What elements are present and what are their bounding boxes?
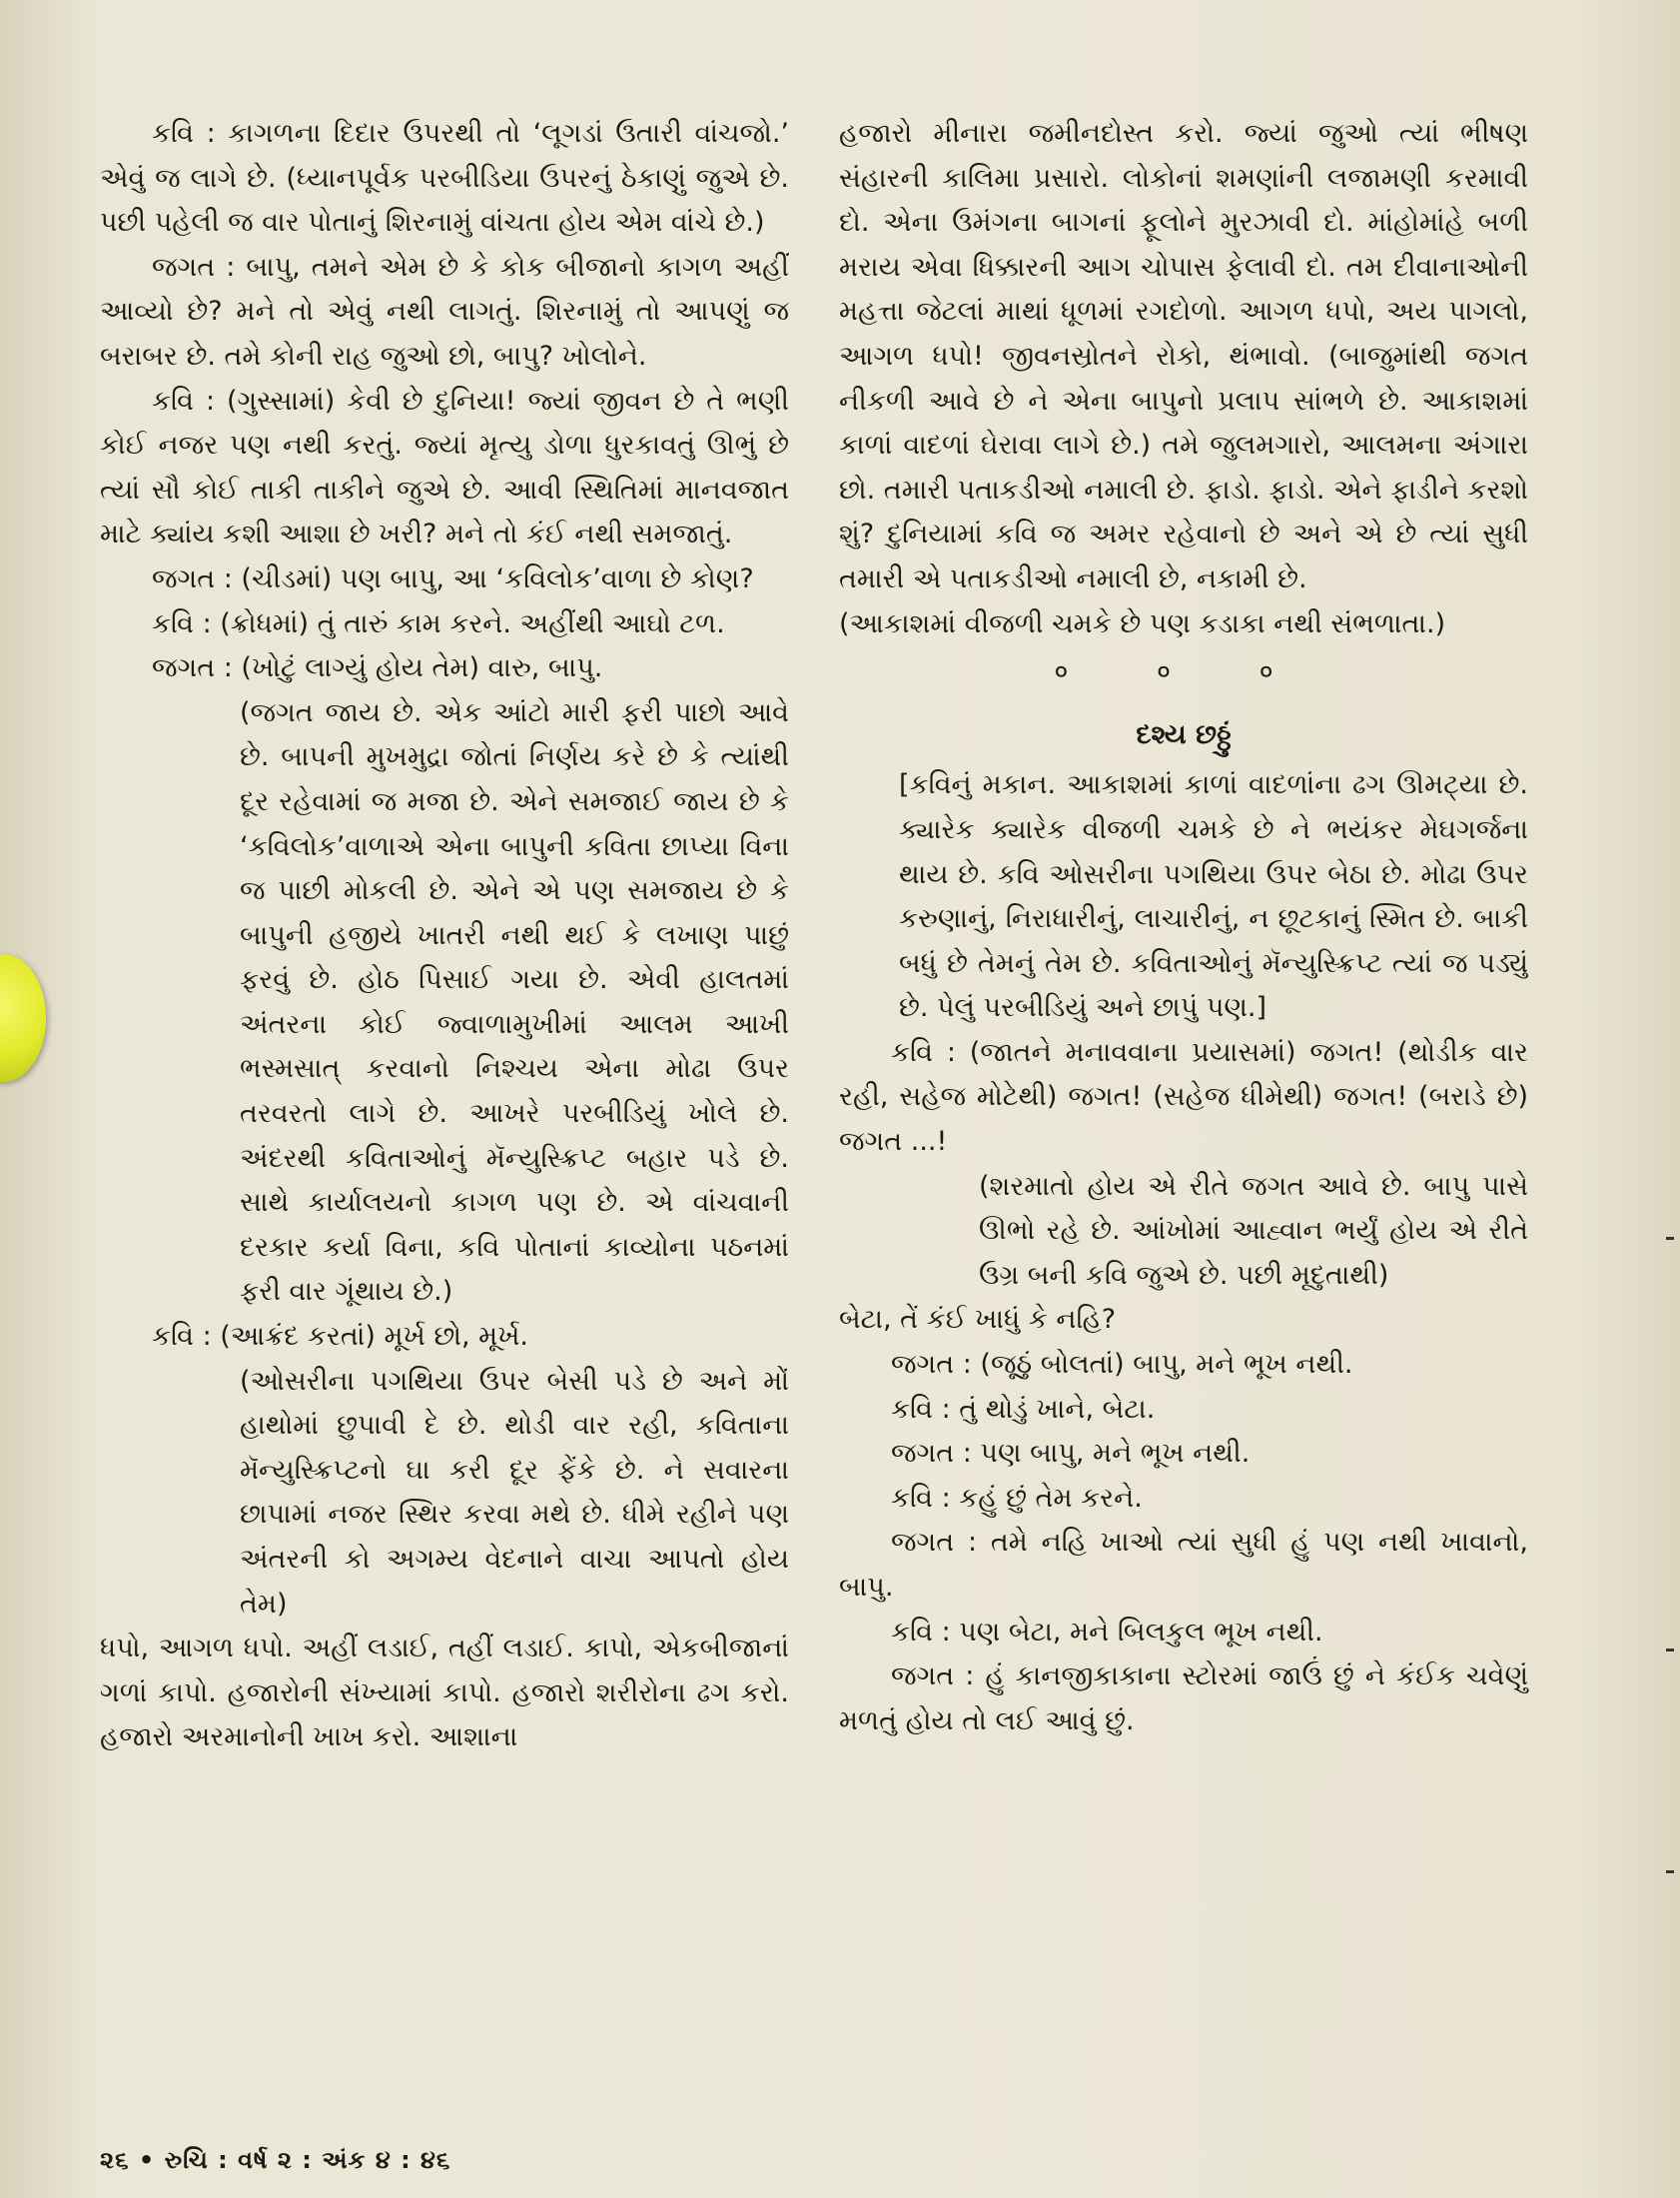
edge-mark	[1666, 1870, 1674, 1873]
right-column	[839, 112, 1528, 1743]
paragraph: કવિ : (જાતને મનાવવાના પ્રયાસમાં) જગત! (થોડીક વાર રહી, સહેજ મોટેથી) જગત! (સહેજ ધીમેથી) જગત! (બરાડે છે) જગત ...!	[839, 1036, 1528, 1158]
paragraph: જગત : બાપુ, તમને એમ છે કે કોક બીજાનો કાગળ અહીં આવ્યો છે? મને તો એવું નથી લાગતું. શિરનામું તો આપણું જ બરાબર છે. તમે કોની રાહ જુઓ છો, બાપુ? ખોલોને.	[100, 251, 789, 372]
paper-clip	[0, 954, 46, 1082]
section-ornament: ० ० ०	[1054, 656, 1313, 688]
page-footer: ૨૬ • રુચિ : વર્ષ ૨ : અંક ૪ : ૪૬	[100, 2146, 451, 2174]
paragraph: કવિ : (ક્રોધમાં) તું તારું કામ કરને. અહીંથી આઘો ટળ.	[152, 607, 725, 639]
paragraph: જગત : પણ બાપુ, મને ભૂખ નથી.	[891, 1438, 1251, 1470]
stage-direction: (આકાશમાં વીજળી ચમકે છે પણ કડાકા નથી સંભળાતા.)	[839, 607, 1446, 639]
paragraph: કવિ : (ગુસ્સામાં) કેવી છે દુનિયા! જ્યાં જીવન છે તે ભણી કોઈ નજર પણ નથી કરતું. જ્યાં મૃત્યુ ડોળા ધુરકાવતું ઊભું છે ત્યાં સૌ કોઈ તાકી તાકીને જુએ છે. આવી સ્થિતિમાં માનવજાત માટે ક્યાંય કશી આશા છે ખરી? મને તો કંઈ નથી સમજાતું.	[100, 385, 789, 550]
paragraph: ધપો, આગળ ધપો. અહીં લડાઈ, તહીં લડાઈ. કાપો, એકબીજાનાં ગળાં કાપો. હજારોની સંખ્યામાં કાપો. હજારો શરીરોના ઢગ કરો. હજારો અરમાનોની ખાખ કરો. આશાના	[100, 1633, 789, 1753]
scene-heading: દશ્ય છઠ્ઠું	[1136, 718, 1232, 750]
paragraph: બેટા, તેં કંઈ ખાધું કે નહિ?	[839, 1304, 1117, 1336]
paragraph: કવિ : પણ બેટા, મને બિલકુલ ભૂખ નથી.	[891, 1616, 1323, 1648]
paragraph: હજારો મીનારા જમીનદોસ્ત કરો. જ્યાં જુઓ ત્યાં ભીષણ સંહારની કાલિમા પ્રસારો. લોકોનાં શમણાંની લજામણી કરમાવી દો. એના ઉમંગના બાગનાં ફૂલોને મુરઝાવી દો. માંહોમાંહે બળી મરાય એવા ધિક્કારની આગ ચોપાસ ફેલાવી દો. તમ દીવાનાઓની મહત્તા જેટલાં માથાં ધૂળમાં રગદોળો. આગળ ધપો, અય પાગલો, આગળ ધપો! જીવનસ્રોતને રોકો, થંભાવો. (બાજુમાંથી જગત નીકળી આવે છે ને એના બાપુનો પ્રલાપ સાંભળે છે. આકાશમાં કાળાં વાદળાં ઘેરાવા લાગે છે.) તમે જુલમગારો, આલમના અંગારા છો. તમારી પતાકડીઓ નમાલી છે. ફાડો. ફાડો. એને ફાડીને કરશો શું? દુનિયામાં કવિ જ અમર રહેવાનો છે અને એ છે ત્યાં સુધી તમારી એ પતાકડીઓ નમાલી છે, નકામી છે.	[839, 118, 1528, 594]
paragraph: જગત : (ખોટું લાગ્યું હોય તેમ) વારુ, બાપુ.	[152, 652, 603, 684]
paragraph: જગત : હું કાનજીકાકાના સ્ટોરમાં જાઉં છું ને કંઈક ચવેણું મળતું હોય તો લઈ આવું છું.	[839, 1660, 1528, 1736]
stage-direction: [કવિનું મકાન. આકાશમાં કાળાં વાદળાંના ઢગ ઊમટ્યા છે. ક્યારેક ક્યારેક વીજળી ચમકે છે ને ભયંકર મેઘગર્જના થાય છે. કવિ ઓસરીના પગથિયા ઉપર બેઠા છે. મોઢા ઉપર કરુણાનું, નિરાધારીનું, લાચારીનું, ન છૂટકાનું સ્મિત છે. બાકી બધું છે તેમનું તેમ છે. કવિતાઓનું મૅન્યુસ્ક્રિપ્ટ ત્યાં જ પડ્યું છે. પેલું પરબીડિયું અને છાપું પણ.]	[899, 769, 1528, 1024]
stage-direction: (જગત જાય છે. એક આંટો મારી ફરી પાછો આવે છે. બાપની મુખમુદ્રા જોતાં નિર્ણય કરે છે કે ત્યાંથી દૂર રહેવામાં જ મજા છે. એને સમજાઈ જાય છે કે ‘કવિલોક’વાળાએ એના બાપુની કવિતા છાપ્યા વિના જ પાછી મોકલી છે. એને એ પણ સમજાય છે કે બાપુની હજીયે ખાતરી નથી થઈ કે લખાણ પાછું ફરવું છે. હોઠ પિસાઈ ગયા છે. એવી હાલતમાં અંતરના કોઈ જ્વાળામુખીમાં આલમ આખી ભસ્મસાત્ કરવાનો નિશ્ચય એના મોઢા ઉપર તરવરતો લાગે છે. આખરે પરબીડિયું ખોલે છે. અંદરથી કવિતાઓનું મૅન્યુસ્ક્રિપ્ટ બહાર પડે છે. સાથે કાર્યાલયનો કાગળ પણ છે. એ વાંચવાની દરકાર કર્યા વિના, કવિ પોતાનાં કાવ્યોના પઠનમાં ફરી વાર ગૂંથાય છે.)	[240, 696, 789, 1308]
left-column	[100, 112, 789, 1760]
edge-mark	[1666, 1648, 1674, 1651]
paragraph: કવિ : કહું છું તેમ કરને.	[891, 1482, 1143, 1514]
edge-mark	[1666, 1237, 1674, 1240]
paragraph: જગત : (ચીડમાં) પણ બાપુ, આ ‘કવિલોક’વાળા છે કોણ?	[152, 562, 754, 594]
stage-direction: (ઓસરીના પગથિયા ઉપર બેસી પડે છે અને મોં હાથોમાં છુપાવી દે છે. થોડી વાર રહી, કવિતાના મૅન્યુસ્ક્રિપ્ટનો ઘા કરી દૂર ફેંકે છે. ને સવારના છાપામાં નજર સ્થિર કરવા મથે છે. ધીમે રહીને પણ અંતરની કો અગમ્ય વેદનાને વાચા આપતો હોય તેમ)	[240, 1365, 789, 1620]
paragraph: કવિ : (આક્રંદ કરતાં) મૂર્ખ છો, મૂર્ખ.	[152, 1321, 528, 1353]
stage-direction: (શરમાતો હોય એ રીતે જગત આવે છે. બાપુ પાસે ઊભો રહે છે. આંખોમાં આહ્વાન ભર્યું હોય એ રીતે ઉગ્ર બની કવિ જુએ છે. પછી મૃદુતાથી)	[979, 1170, 1528, 1291]
paragraph: કવિ : કાગળના દિદાર ઉપરથી તો ‘લૂગડાં ઉતારી વાંચજો.’ એવું જ લાગે છે. (ધ્યાનપૂર્વક પરબીડિયા ઉપરનું ઠેકાણું જુએ છે. પછી પહેલી જ વાર પોતાનું શિરનામું વાંચતા હોય એમ વાંચે છે.)	[100, 118, 789, 239]
paragraph: જગત : તમે નહિ ખાઓ ત્યાં સુધી હું પણ નથી ખાવાનો, બાપુ.	[839, 1527, 1528, 1603]
paragraph: કવિ : તું થોડું ખાને, બેટા.	[891, 1393, 1156, 1425]
paragraph: જગત : (જૂઠું બોલતાં) બાપુ, મને ભૂખ નથી.	[891, 1349, 1353, 1381]
